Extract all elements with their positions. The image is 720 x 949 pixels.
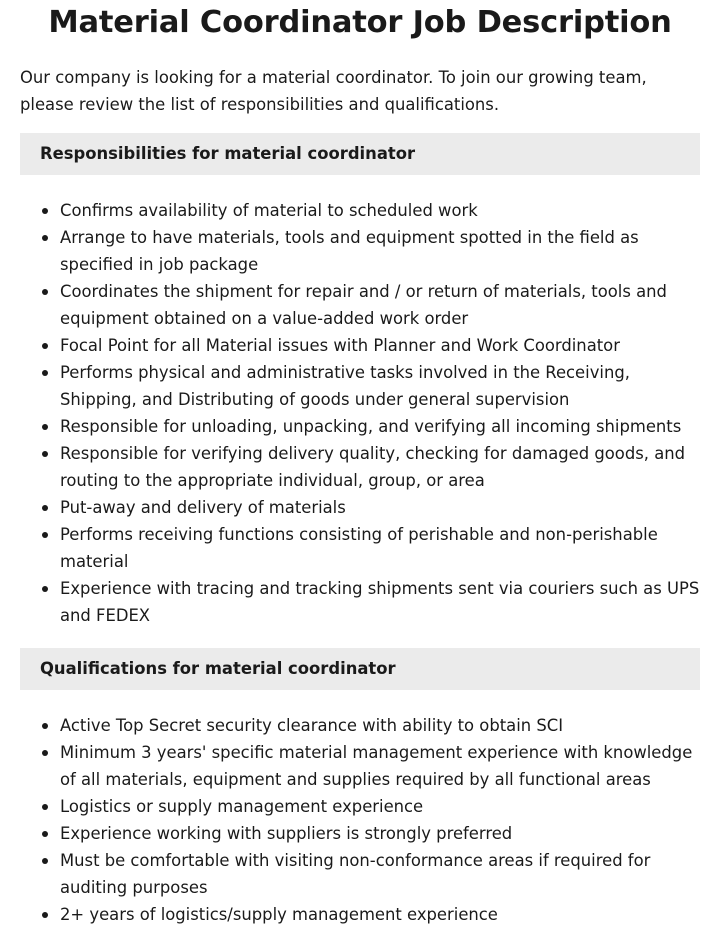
qualifications-list — [20, 712, 700, 928]
list-item: Put-away and delivery of materials — [60, 494, 700, 521]
list-item: Active Top Secret security clearance with ability to obtain SCI — [60, 712, 700, 739]
list-item: Focal Point for all Material issues with Planner and Work Coordinator — [60, 332, 700, 359]
list-item: Logistics or supply management experience — [60, 793, 700, 820]
list-item: Confirms availability of material to scheduled work — [60, 197, 700, 224]
responsibilities-list — [20, 197, 700, 629]
list-item: Performs physical and administrative tasks involved in the Receiving, Shipping, and Distributing of goods under general supervision — [60, 359, 700, 413]
list-item: Minimum 3 years' specific material management experience with knowledge of all materials, equipment and supplies required by all functional areas — [60, 739, 700, 793]
list-item: Experience working with suppliers is strongly preferred — [60, 820, 700, 847]
list-item: Coordinates the shipment for repair and / or return of materials, tools and equipment obtained on a value-added work order — [60, 278, 700, 332]
list-item: Performs receiving functions consisting of perishable and non-perishable material — [60, 521, 700, 575]
list-item: Must be comfortable with visiting non-conformance areas if required for auditing purposes — [60, 847, 700, 901]
page-title: Material Coordinator Job Description — [48, 5, 672, 40]
list-item: 2+ years of logistics/supply management experience — [60, 901, 700, 928]
list-item: Experience with tracing and tracking shipments sent via couriers such as UPS and FEDEX — [60, 575, 700, 629]
intro-paragraph: Our company is looking for a material coordinator. To join our growing team, please review the list of responsibilities and qualifications. — [20, 68, 647, 114]
list-item: Arrange to have materials, tools and equipment spotted in the field as specified in job package — [60, 224, 700, 278]
qualifications-heading: Qualifications for material coordinator — [20, 648, 700, 690]
responsibilities-heading: Responsibilities for material coordinator — [20, 133, 700, 175]
list-item: Responsible for unloading, unpacking, and verifying all incoming shipments — [60, 413, 700, 440]
list-item: Responsible for verifying delivery quality, checking for damaged goods, and routing to the appropriate individual, group, or area — [60, 440, 700, 494]
